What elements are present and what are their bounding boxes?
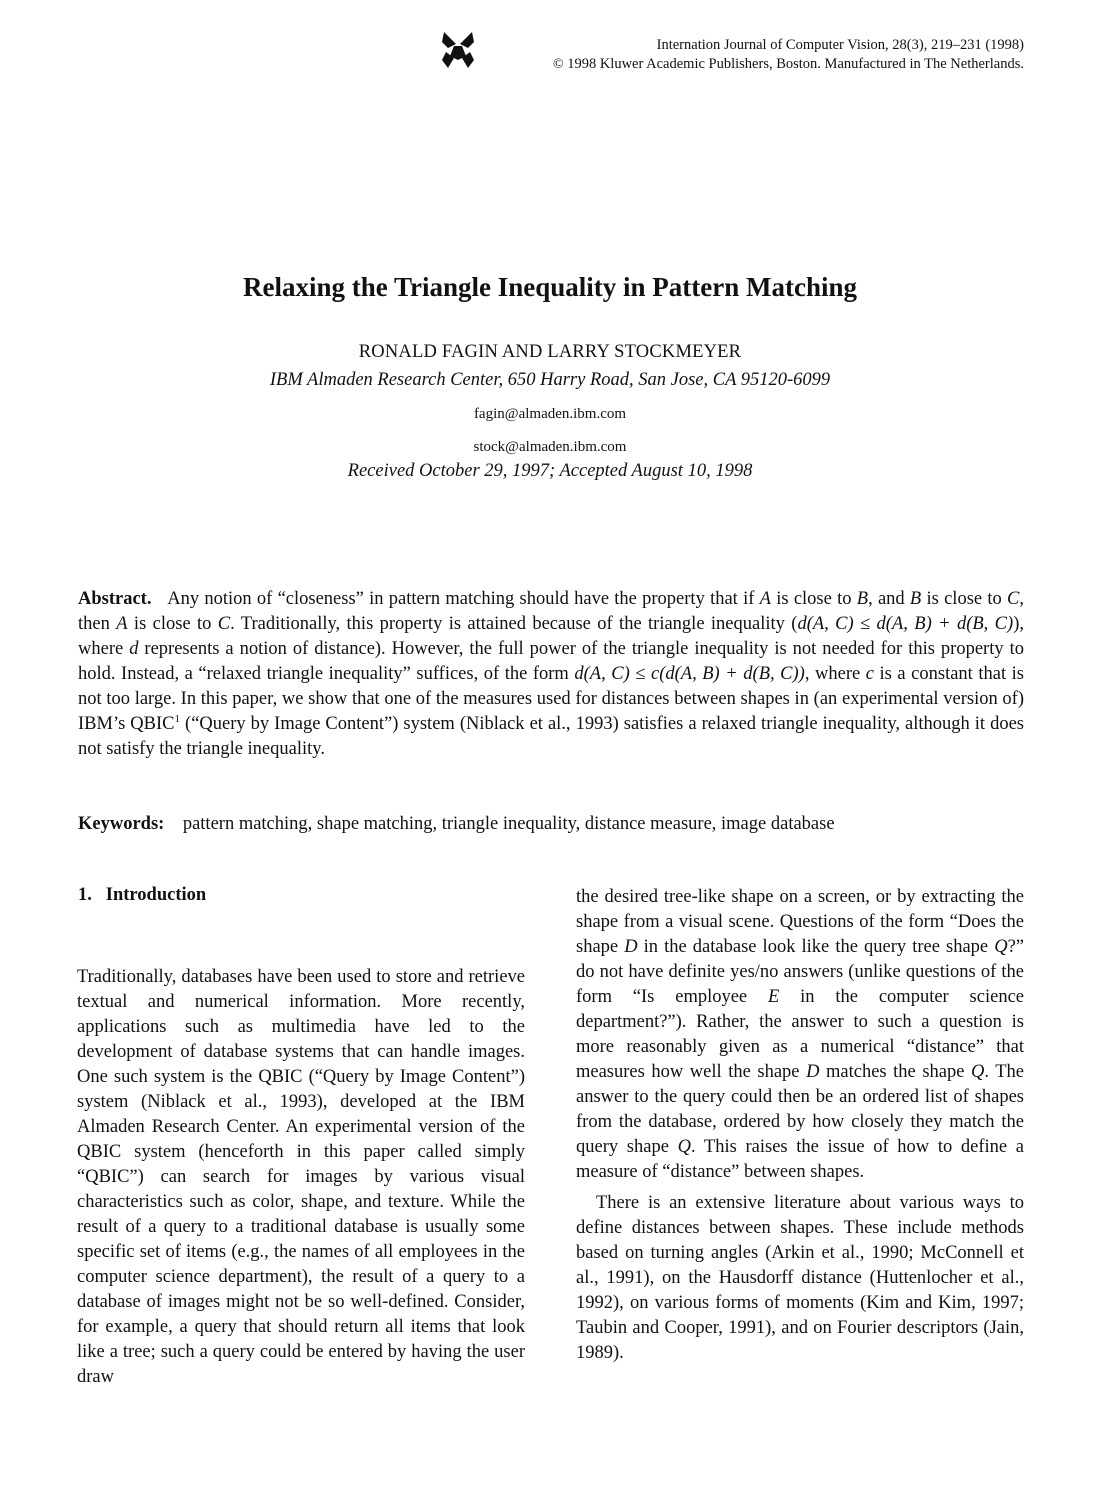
body-text: in the computer science department?”). Rather, the answer to such a question is more reasonably given as a numerical “distance” that measures how well the shape	[576, 987, 1024, 1082]
math-var: C	[217, 614, 231, 634]
journal-line: Internation Journal of Computer Vision, 28(3), 219–231 (1998)	[656, 37, 1024, 53]
section-title: Introduction	[105, 885, 207, 905]
math-var: D	[806, 1062, 820, 1082]
intro-paragraph-2: There is an extensive literature about various ways to define distances between shapes. These include methods based on turning angles (Arkin et al., 1990; McConnell et al., 1991), on the Hausdorff distance (Huttenlocher et al., 1992), on various forms of moments (Kim and Kim, 1997; Taubin and Cooper, 1991), and on Fourier descriptors (Jain, 1989).	[576, 1193, 1024, 1363]
affiliation: IBM Almaden Research Center, 650 Harry Road, San Jose, CA 95120-6099	[269, 370, 831, 390]
abstract-text: is close to	[921, 589, 1008, 609]
publisher-line	[553, 55, 1024, 74]
publication-info	[553, 36, 1024, 74]
body-text: . The answer to the query could then be an ordered list of shapes from the database, ordered by how closely they match the query shape	[576, 1062, 1024, 1157]
body-text: . This raises the issue of how to define a measure of “distance” between shapes.	[576, 1137, 1025, 1182]
copyright-symbol: ©	[552, 57, 564, 72]
paper-title: Relaxing the Triangle Inequality in Pattern Matching	[243, 272, 857, 302]
publisher-logo-icon	[440, 30, 476, 70]
email-stock: stock@almaden.ibm.com	[473, 439, 627, 455]
abstract-text: is a constant that is not too large. In this paper, we show that one of the measures used for distances between shapes in (an experimental version of) IBM’s QBIC	[78, 664, 1024, 734]
received-date: Received October 29, 1997; Accepted August 10, 1998	[347, 461, 753, 481]
keywords-label: Keywords:	[78, 814, 165, 834]
section-number: 1.	[78, 885, 92, 905]
footnote-marker: 1	[174, 712, 181, 725]
keywords-text: pattern matching, shape matching, triangle inequality, distance measure, image database	[182, 814, 835, 834]
math-formula: d(A, C) ≤ c(d(A, B) + d(B, C))	[574, 664, 805, 684]
authors: RONALD FAGIN AND LARRY STOCKMEYER	[358, 342, 742, 362]
math-var: d	[129, 639, 139, 659]
intro-paragraph-continued	[576, 885, 1024, 1185]
abstract-text: ), where	[78, 614, 1024, 659]
math-var: A	[759, 589, 771, 609]
keywords	[78, 812, 1024, 837]
math-var: D	[624, 937, 638, 957]
math-var: E	[768, 987, 780, 1007]
intro-paragraph-1: Traditionally, databases have been used to store and retrieve textual and numerical information. More recently, applications such as multimedia have led to the development of database systems that can handle images. One such system is the QBIC (“Query by Image Content”) system (Niblack et al., 1993), developed at the IBM Almaden Research Center. An experimental version of the QBIC system (henceforth in this paper called simply “QBIC”) can search for images by various visual characteristics such as color, shape, and texture. While the result of a query to a traditional database is usually some specific set of items (e.g., the names of all employees in the computer science department), the result of a query to a database of images might not be so well-defined. Consider, for example, a query that should return all items that look like a tree; such a query could be entered by having the user draw	[77, 967, 525, 1387]
abstract-text: , where	[804, 664, 866, 684]
abstract-text: . Traditionally, this property is attained because of the triangle inequality (	[230, 614, 798, 634]
right-column	[576, 885, 1024, 1366]
math-var: B	[909, 589, 922, 609]
publication-header	[440, 30, 1024, 74]
body-text: matches the shape	[819, 1062, 971, 1082]
section-heading	[78, 885, 206, 906]
math-var: A	[116, 614, 128, 634]
math-var: Q	[677, 1137, 691, 1157]
left-column	[77, 965, 525, 1390]
abstract-text: represents a notion of distance). However, the full power of the triangle inequality is not needed for this property to hold. Instead, a “relaxed triangle inequality” suffices, of the form	[78, 639, 1024, 684]
math-formula: d(A, C) ≤ d(A, B) + d(B, C)	[797, 614, 1014, 634]
email-fagin: fagin@almaden.ibm.com	[473, 406, 627, 422]
body-text: the desired tree-like shape on a screen, or by extracting the shape from a visual scene. Questions of the form “Does the shape	[576, 887, 1024, 957]
abstract	[78, 587, 1024, 762]
math-var: B	[856, 589, 869, 609]
math-var: C	[1007, 589, 1020, 609]
math-var: c	[865, 664, 874, 684]
abstract-text: is close to	[127, 614, 218, 634]
abstract-text: (“Query by Image Content”) system (Niblack et al., 1993) satisfies a relaxed triangle inequality, although it does not satisfy the triangle inequality.	[78, 714, 1024, 759]
abstract-text: is close to	[770, 589, 857, 609]
math-var: Q	[971, 1062, 985, 1082]
publisher-text: 1998 Kluwer Academic Publishers, Boston. Manufactured in The Netherlands.	[567, 56, 1024, 72]
abstract-text: , then	[78, 589, 1024, 634]
abstract-text: , and	[868, 589, 910, 609]
body-text: in the database look like the query tree shape	[637, 937, 995, 957]
abstract-label: Abstract.	[78, 589, 152, 609]
math-var: Q	[994, 937, 1008, 957]
body-text: ?” do not have definite yes/no answers (unlike questions of the form “Is employee	[576, 937, 1025, 1007]
abstract-text: Any notion of “closeness” in pattern matching should have the property that if	[167, 589, 760, 609]
